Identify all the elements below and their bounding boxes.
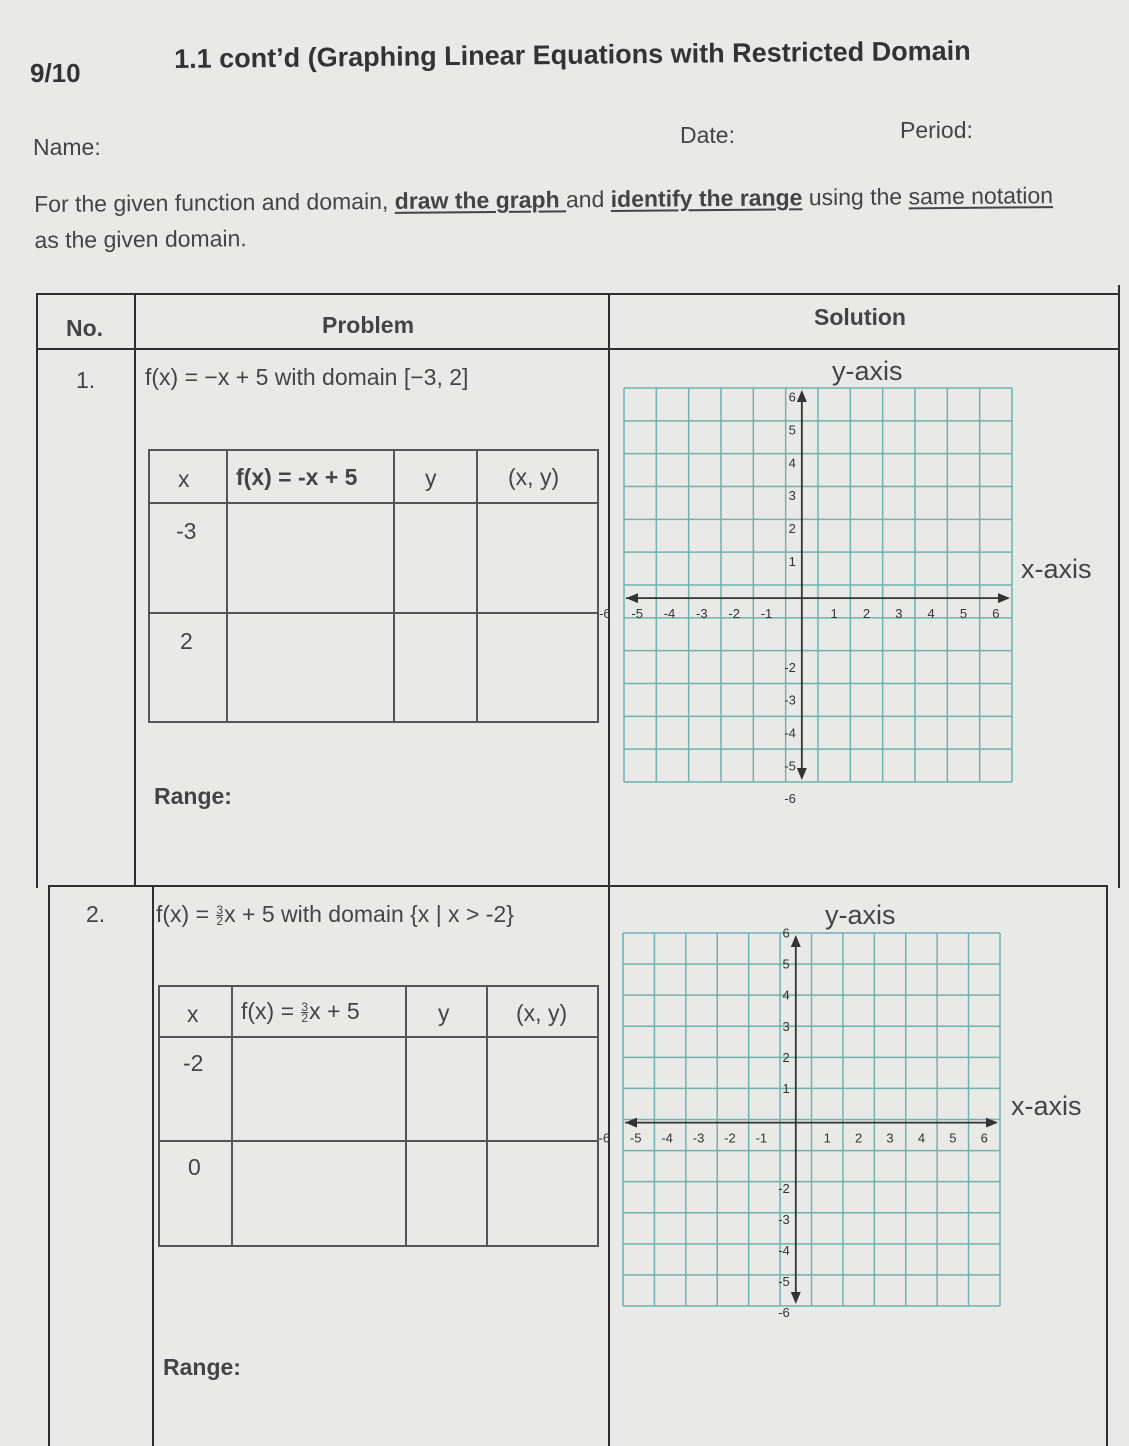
y-tick-label: -3 bbox=[784, 692, 796, 708]
period-label: Period: bbox=[900, 117, 973, 143]
instr-same-notation: same notation bbox=[908, 182, 1054, 210]
graph-1-x-axis-title: x-axis bbox=[1021, 554, 1092, 584]
y-axis-arrow-up bbox=[791, 935, 801, 947]
x-tick-label: 5 bbox=[959, 606, 968, 622]
p2-statement-pre: f(x) = bbox=[156, 901, 216, 927]
y-tick-label: 4 bbox=[788, 455, 796, 471]
graph-2[interactable] bbox=[598, 925, 1000, 1321]
x-tick-label: -1 bbox=[760, 606, 773, 622]
y-tick-label: 3 bbox=[788, 488, 796, 504]
y-tick-label: -4 bbox=[784, 725, 796, 741]
p2-col-y: y bbox=[438, 1000, 450, 1026]
p2-x-value-2: 0 bbox=[188, 1154, 201, 1180]
y-tick-label: 1 bbox=[782, 1080, 790, 1096]
x-tick-label: -2 bbox=[724, 1130, 736, 1146]
p2-table-col-line-3 bbox=[486, 985, 488, 1247]
p2-col-fx-pre: f(x) = bbox=[241, 998, 301, 1024]
instr-part3: and bbox=[565, 185, 611, 213]
y-tick-label: 3 bbox=[782, 1018, 790, 1034]
x-tick-label: -1 bbox=[755, 1130, 768, 1146]
x-tick-label: 2 bbox=[862, 606, 871, 622]
y-tick-label: -5 bbox=[784, 758, 796, 774]
x-tick-label: -5 bbox=[631, 606, 643, 622]
y-tick-label: 2 bbox=[788, 521, 796, 537]
p2-x-value-1: -2 bbox=[183, 1050, 204, 1076]
problem-2-statement bbox=[156, 901, 514, 928]
header-bottom-line bbox=[36, 348, 1120, 350]
p2-col-fx bbox=[241, 998, 360, 1025]
problem-1-statement: f(x) = −x + 5 with domain [−3, 2] bbox=[145, 364, 469, 390]
y-tick-label: -6 bbox=[778, 1305, 790, 1321]
solution-col-divider bbox=[608, 293, 610, 1446]
p2-col-xy: (x, y) bbox=[516, 1000, 568, 1026]
p2-col-frac-den: 2 bbox=[301, 1011, 309, 1026]
y-tick-label: -2 bbox=[778, 1180, 790, 1196]
p1-table-col-line-3 bbox=[476, 449, 478, 723]
p1-x-value-1: -3 bbox=[176, 518, 197, 544]
y-tick-label: 5 bbox=[782, 956, 790, 972]
x-tick-label: -3 bbox=[692, 1130, 705, 1146]
p2-table-col-line-2 bbox=[405, 985, 407, 1247]
table-right-line bbox=[1118, 285, 1120, 888]
y-tick-label: 5 bbox=[788, 422, 796, 438]
p2-frac-num: 3 bbox=[216, 903, 224, 918]
x-tick-label: -2 bbox=[728, 606, 740, 622]
instr-identify-range: identify the range bbox=[610, 184, 803, 212]
p1-table-row-line bbox=[148, 612, 599, 614]
y-tick-label: -3 bbox=[778, 1211, 790, 1227]
date-label: Date: bbox=[680, 122, 735, 148]
x-tick-label: 4 bbox=[917, 1130, 926, 1146]
graph-1-y-axis-title: y-axis bbox=[832, 356, 903, 386]
problem-2-number: 2. bbox=[86, 901, 106, 927]
graph-1-grid bbox=[624, 388, 1012, 782]
name-label: Name: bbox=[33, 134, 101, 160]
y-tick-label: -2 bbox=[784, 659, 796, 675]
y-tick-label: -5 bbox=[778, 1274, 790, 1290]
x-tick-label: 4 bbox=[927, 606, 935, 622]
header-problem: Problem bbox=[322, 312, 415, 338]
y-tick-label: -6 bbox=[784, 791, 796, 807]
p1-col-xy: (x, y) bbox=[508, 464, 560, 490]
x-tick-label: -3 bbox=[696, 606, 708, 622]
y-axis-arrow-up bbox=[797, 390, 807, 402]
worksheet-title: 1.1 cont’d (Graphing Linear Equations with Restricted Domain bbox=[174, 35, 971, 74]
no-col-divider-lower bbox=[152, 885, 154, 1446]
p2-col-fx-post: x + 5 bbox=[309, 998, 360, 1024]
x-tick-label: 1 bbox=[823, 1130, 831, 1146]
graph-2-x-axis-title: x-axis bbox=[1011, 1091, 1082, 1121]
p2-fraction bbox=[216, 903, 224, 929]
p2-statement-post: x + 5 with domain {x | x > -2} bbox=[224, 901, 514, 927]
p2-frac-den: 2 bbox=[216, 914, 224, 929]
p2-table-row-line bbox=[158, 1140, 599, 1142]
table-left-line-lower bbox=[48, 885, 50, 1446]
row-divider-line bbox=[48, 885, 1108, 887]
x-tick-label: -5 bbox=[629, 1130, 642, 1146]
x-tick-label: -4 bbox=[663, 606, 676, 622]
p1-table-col-line-2 bbox=[393, 449, 395, 723]
x-tick-label: 6 bbox=[992, 606, 1000, 622]
x-tick-label: -6 bbox=[599, 606, 611, 622]
header-solution: Solution bbox=[814, 304, 906, 330]
p1-col-y: y bbox=[425, 465, 437, 491]
instructions bbox=[34, 177, 1115, 258]
graph-2-grid bbox=[623, 933, 1000, 1306]
y-tick-label: 4 bbox=[782, 987, 790, 1003]
y-tick-label: 6 bbox=[782, 925, 790, 941]
header-no: No. bbox=[66, 315, 104, 341]
p2-col-fraction bbox=[301, 1000, 309, 1026]
date-code: 9/10 bbox=[30, 58, 81, 88]
problem-2-range-label: Range: bbox=[163, 1354, 241, 1380]
y-tick-label: 2 bbox=[782, 1049, 790, 1065]
y-tick-label: -4 bbox=[778, 1242, 790, 1258]
x-tick-label: 6 bbox=[980, 1130, 988, 1146]
p1-col-fx: f(x) = -x + 5 bbox=[236, 464, 358, 490]
graph-1[interactable] bbox=[599, 388, 1012, 807]
x-tick-label: 3 bbox=[886, 1130, 894, 1146]
p2-table-header-line bbox=[158, 1036, 599, 1038]
table-top-line bbox=[36, 293, 1120, 295]
x-tick-label: -4 bbox=[661, 1130, 673, 1146]
instr-draw-graph: draw the graph bbox=[394, 186, 567, 214]
y-tick-label: 6 bbox=[788, 389, 796, 405]
x-tick-label: 5 bbox=[949, 1130, 957, 1146]
x-tick-label: 1 bbox=[830, 606, 838, 622]
problem-1-number: 1. bbox=[76, 367, 96, 393]
p2-col-frac-num: 3 bbox=[301, 1000, 309, 1015]
x-tick-label: -6 bbox=[598, 1130, 611, 1146]
p1-x-value-2: 2 bbox=[180, 628, 193, 654]
instr-part5: using the bbox=[802, 183, 909, 211]
table-left-line bbox=[36, 293, 38, 888]
p1-table-header-line bbox=[148, 502, 599, 504]
no-col-divider bbox=[134, 293, 136, 887]
problem-1-range-label: Range: bbox=[154, 783, 232, 809]
x-tick-label: 3 bbox=[895, 606, 903, 622]
p2-table-col-line-1 bbox=[231, 985, 233, 1247]
table-right-line-lower bbox=[1106, 885, 1108, 1446]
y-axis-arrow-down bbox=[797, 768, 807, 780]
x-axis-arrow-left bbox=[626, 593, 638, 603]
p1-table-col-line-1 bbox=[226, 449, 228, 723]
y-axis-arrow-down bbox=[791, 1292, 801, 1304]
x-tick-label: 2 bbox=[855, 1130, 863, 1146]
y-tick-label: 1 bbox=[788, 553, 796, 569]
p1-col-x: x bbox=[178, 466, 190, 492]
instr-part7: as the given domain. bbox=[34, 225, 247, 253]
p2-col-x: x bbox=[187, 1001, 199, 1027]
graph-2-y-axis-title: y-axis bbox=[825, 900, 896, 930]
x-axis-arrow-right bbox=[998, 593, 1010, 603]
instr-part1: For the given function and domain, bbox=[34, 187, 395, 217]
